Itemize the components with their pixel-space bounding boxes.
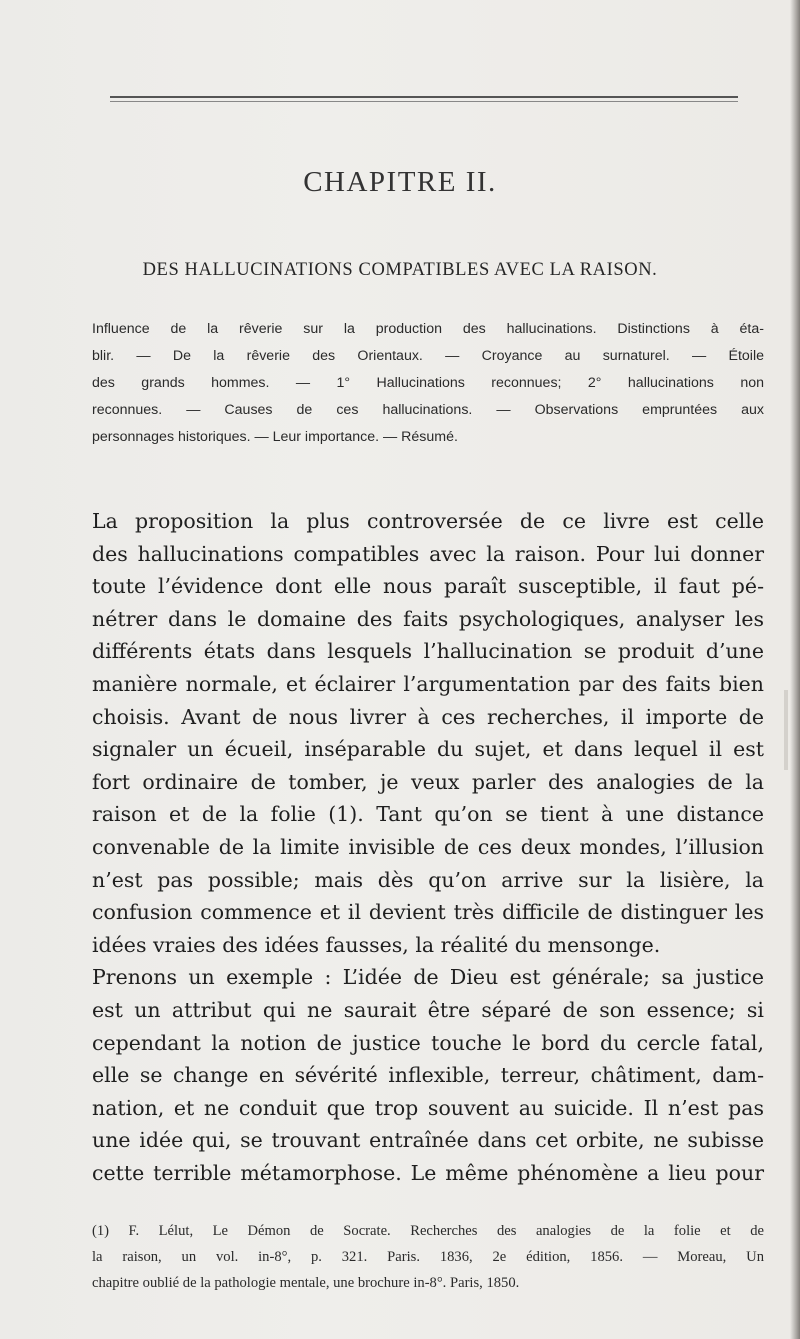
chapter-title: CHAPITRE II. [303,166,497,198]
body-line: cette terrible métamorphose. Le même phénomène a lieu pour [92,1160,764,1185]
summary-line: des grands hommes. — 1° Hallucinations reconnues; 2° hallucinations non [92,375,764,391]
body-line: Prenons un exemple : L’idée de Dieu est générale; sa justice [92,965,764,990]
footnote-line: chapitre oublié de la pathologie mentale, une brochure in-8°. Paris, 1850. [92,1275,520,1291]
body-text [92,505,764,1189]
body-line: elle se change en sévérité inflexible, terreur, châtiment, dam- [92,1063,764,1088]
page-smudge [784,690,788,770]
body-line: est un attribut qui ne saurait être séparé de son essence; si [92,997,764,1022]
body-line: manière normale, et éclairer l’argumentation par des faits bien [92,671,764,696]
chapter-subtitle: DES HALLUCINATIONS COMPATIBLES AVEC LA RAISON. [142,260,658,280]
body-line: La proposition la plus controversée de ce livre est celle [92,509,764,533]
body-line: nétrer dans le domaine des faits psychologiques, analyser les [92,606,764,631]
summary-line: blir. — De la rêverie des Orientaux. — Croyance au surnaturel. — Étoile [92,348,764,364]
chapter-summary [92,316,764,451]
body-line: n’est pas possible; mais dès qu’on arrive sur la lisière, la [92,867,764,892]
page-edge-shadow [790,0,800,1339]
footnote-line: la raison, un vol. in-8°, p. 321. Paris. 1836, 2e édition, 1856. — Moreau, Un [92,1249,764,1265]
body-line: idées vraies des idées fausses, la réalité du mensonge. [92,932,661,957]
body-line: des hallucinations compatibles avec la raison. Pour lui donner [92,541,764,566]
header-rule [110,96,738,98]
body-line: différents états dans lesquels l’hallucination se produit d’une [92,639,764,664]
body-line: cependant la notion de justice touche le bord du cercle fatal, [92,1030,764,1055]
body-line: convenable de la limite invisible de ces deux mondes, l’illusion [92,834,764,859]
header-rule-thin [110,101,738,102]
footnote-line: (1) F. Lélut, Le Démon de Socrate. Recherches des analogies de la folie et de [92,1223,764,1239]
body-line: signaler un écueil, inséparable du sujet, et dans lequel il est [92,737,764,762]
body-line: fort ordinaire de tomber, je veux parler des analogies de la [92,769,764,794]
body-line: confusion commence et il devient très difficile de distinguer les [92,900,764,925]
summary-line: reconnues. — Causes de ces hallucinations. — Observations empruntées aux [92,402,764,418]
body-line: choisis. Avant de nous livrer à ces recherches, il importe de [92,704,764,729]
body-line: nation, et ne conduit que trop souvent au suicide. Il n’est pas [92,1095,764,1120]
body-line: toute l’évidence dont elle nous paraît susceptible, il faut pé- [92,574,764,599]
body-line: raison et de la folie (1). Tant qu’on se tient à une distance [92,802,764,827]
summary-line: personnages historiques. — Leur importance. — Résumé. [92,429,458,445]
summary-line: Influence de la rêverie sur la production des hallucinations. Distinctions à éta- [92,321,764,337]
body-line: une idée qui, se trouvant entraînée dans cet orbite, ne subisse [92,1128,764,1153]
footnote [92,1218,764,1296]
